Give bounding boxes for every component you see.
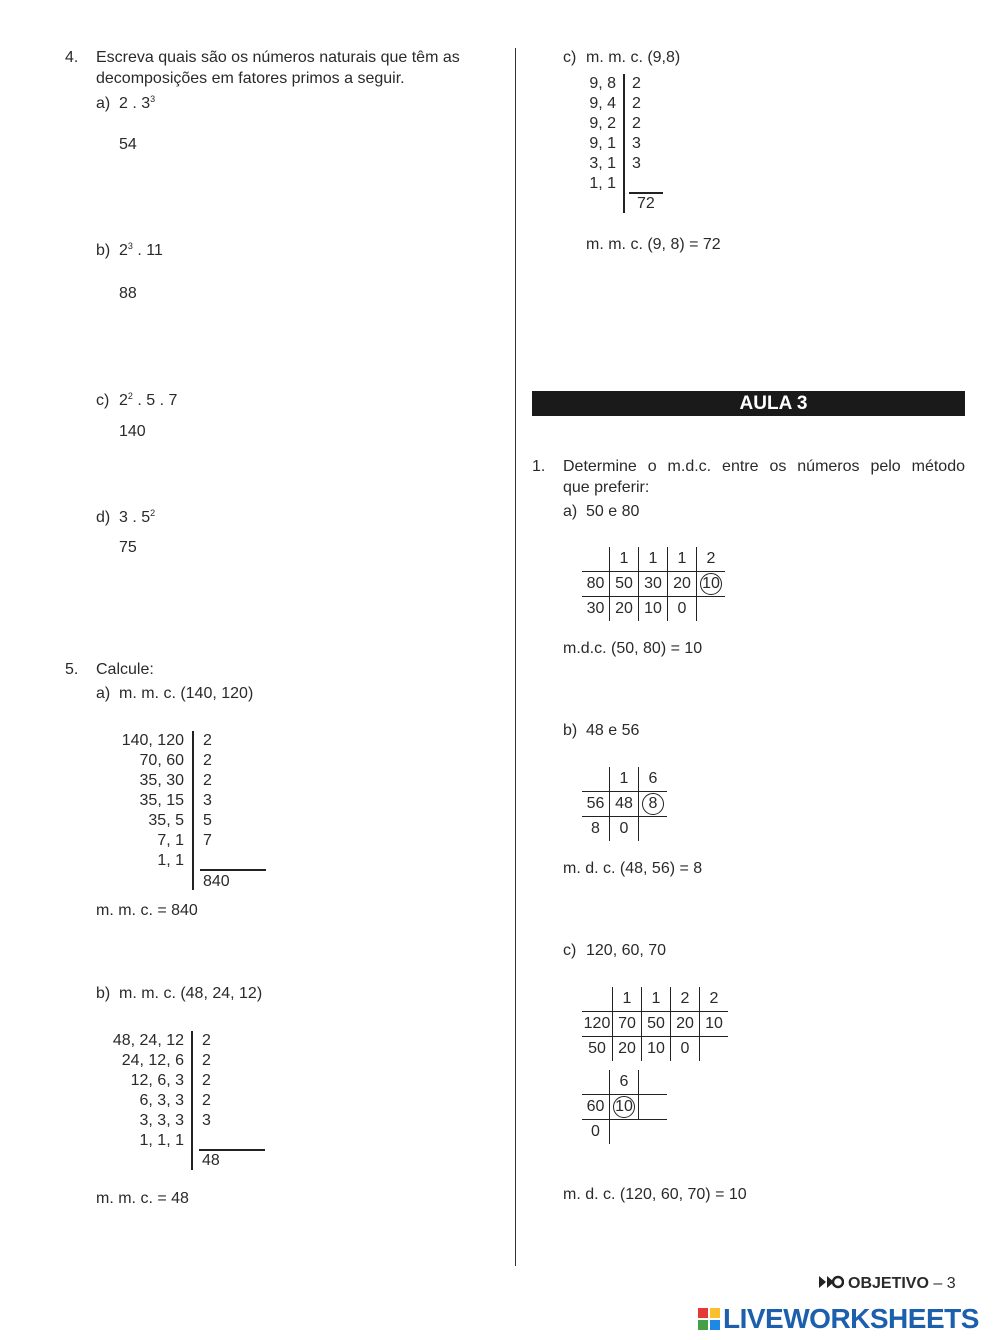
factor-row: 35, 30 xyxy=(139,772,184,789)
factor-row: 9, 2 xyxy=(589,115,616,132)
question-4-number: 4. xyxy=(65,49,79,66)
number-cell: 50 xyxy=(610,572,639,597)
divider-vertical xyxy=(623,74,625,213)
q1a-prompt: 50 e 80 xyxy=(586,503,640,520)
quotient-cell: 1 xyxy=(613,987,642,1012)
objetivo-logo-icon xyxy=(818,1275,844,1289)
q1b-prompt: 48 e 56 xyxy=(586,722,640,739)
number-cell: 70 xyxy=(613,1012,642,1037)
page-number: – 3 xyxy=(933,1275,956,1292)
quotient-cell: 2 xyxy=(700,987,729,1012)
quotient-row xyxy=(582,987,728,1012)
factor-row: 24, 12, 6 xyxy=(121,1052,184,1069)
factor-row: 1, 1, 1 xyxy=(139,1132,184,1149)
question-4-text-line1: Escreva quais são os números naturais que têm as xyxy=(96,49,460,66)
remainder-row xyxy=(582,817,667,842)
q4c-expression: $2^2$ . 5 . 7 xyxy=(119,391,178,409)
watermark-text: LIVEWORKSHEETS xyxy=(723,1303,979,1334)
quotient-cell: 1 xyxy=(610,547,639,572)
factor-divisor: 2 xyxy=(203,752,212,769)
q5b-prompt: m. m. c. (48, 24, 12) xyxy=(119,985,263,1002)
divider-vertical xyxy=(191,1031,193,1170)
remainder-cell: 8 xyxy=(582,817,610,842)
question-5-number: 5. xyxy=(65,661,79,678)
remainder-cell: 50 xyxy=(582,1037,613,1062)
remainder-row xyxy=(582,1120,667,1145)
factor-row: 12, 6, 3 xyxy=(130,1072,184,1089)
factor-row: 35, 15 xyxy=(139,792,184,809)
question-1-number: 1. xyxy=(532,458,546,475)
q4b-label: b) xyxy=(96,242,111,259)
factor-divisor: 3 xyxy=(632,155,641,172)
quotient-cell: 6 xyxy=(639,767,668,792)
gcd-circle: 10 xyxy=(700,573,722,595)
q5a-prompt: m. m. c. (140, 120) xyxy=(119,685,254,702)
remainder-cell: 20 xyxy=(610,597,639,622)
number-cell: 48 xyxy=(610,792,639,817)
q5b-label: b) xyxy=(96,985,111,1002)
factor-divisor: 3 xyxy=(632,135,641,152)
question-4-text-line2: decomposições em fatores primos a seguir. xyxy=(96,70,405,87)
remainder-cell: 30 xyxy=(582,597,610,622)
number-cell: 56 xyxy=(582,792,610,817)
factor-divisor: 2 xyxy=(632,115,641,132)
number-row xyxy=(582,572,725,597)
q5a-result: m. m. c. = 840 xyxy=(96,902,198,919)
factor-divisor: 2 xyxy=(202,1052,211,1069)
q1c-prompt: 120, 60, 70 xyxy=(586,942,667,959)
factor-divisor: 3 xyxy=(202,1112,211,1129)
quotient-cell: 1 xyxy=(668,547,697,572)
remainder-cell: 0 xyxy=(582,1120,610,1145)
gcd-circle: 10 xyxy=(613,1096,635,1118)
number-cell: 20 xyxy=(671,1012,700,1037)
column-divider xyxy=(515,48,516,1266)
factor-product: 72 xyxy=(637,195,655,212)
q4d-expression: 3 . $5^2$ xyxy=(119,508,156,526)
q1b-label: b) xyxy=(563,722,578,739)
liveworksheets-logo-icon xyxy=(698,1308,720,1330)
remainder-cell: 0 xyxy=(671,1037,700,1062)
q1c-result: m. d. c. (120, 60, 70) = 10 xyxy=(563,1186,747,1203)
remainder-row xyxy=(582,1037,728,1062)
number-cell: 30 xyxy=(639,572,668,597)
divider-vertical xyxy=(192,731,194,890)
q4d-label: d) xyxy=(96,509,111,526)
q4a-answer: 54 xyxy=(119,136,137,153)
factor-divisor: 2 xyxy=(632,75,641,92)
q4c-answer: 140 xyxy=(119,423,146,440)
gcd-cell xyxy=(610,1095,639,1120)
factor-row: 1, 1 xyxy=(589,175,616,192)
remainder-cell: 0 xyxy=(610,817,639,842)
q1b-result: m. d. c. (48, 56) = 8 xyxy=(563,860,703,877)
factor-divisor: 2 xyxy=(203,732,212,749)
q1c-label: c) xyxy=(563,942,577,959)
footer-brand xyxy=(818,1274,956,1294)
factor-row: 9, 4 xyxy=(589,95,616,112)
factor-row: 9, 1 xyxy=(589,135,616,152)
gcd-circle: 8 xyxy=(642,793,664,815)
question-1-text-line1: Determine o m.d.c. entre os números pelo método xyxy=(563,458,965,475)
question-1-text-line2: que preferir: xyxy=(563,479,650,496)
q4a-expression: 2 . $3^3$ xyxy=(119,94,156,112)
factor-row: 1, 1 xyxy=(157,852,184,869)
q5c-result: m. m. c. (9, 8) = 72 xyxy=(586,236,721,253)
quotient-cell: 1 xyxy=(639,547,668,572)
factor-product: 840 xyxy=(203,873,230,890)
brand-name: OBJETIVO xyxy=(848,1275,929,1292)
quotient-row xyxy=(582,767,667,792)
liveworksheets-watermark xyxy=(698,1304,994,1334)
question-5-title: Calcule: xyxy=(96,661,154,678)
number-cell: 80 xyxy=(582,572,610,597)
quotient-cell: 6 xyxy=(610,1070,639,1095)
number-cell: 60 xyxy=(582,1095,610,1120)
remainder-cell: 10 xyxy=(639,597,668,622)
remainder-row xyxy=(582,597,725,622)
gcd-cell xyxy=(697,572,726,597)
remainder-cell: 20 xyxy=(613,1037,642,1062)
factor-divisor: 2 xyxy=(632,95,641,112)
q5c-prompt: m. m. c. (9,8) xyxy=(586,49,681,66)
q1b-euclid-table xyxy=(582,767,667,841)
factor-divisor: 2 xyxy=(202,1092,211,1109)
product-rule xyxy=(200,869,266,871)
factor-row: 3, 1 xyxy=(589,155,616,172)
factor-row: 35, 5 xyxy=(148,812,184,829)
q1a-result: m.d.c. (50, 80) = 10 xyxy=(563,640,703,657)
factor-row: 7, 1 xyxy=(157,832,184,849)
quotient-cell: 2 xyxy=(671,987,700,1012)
quotient-cell: 1 xyxy=(642,987,671,1012)
q4c-label: c) xyxy=(96,392,110,409)
q1c-euclid-table-2 xyxy=(582,1070,667,1144)
section-header-aula: AULA 3 xyxy=(532,391,965,416)
q4d-answer: 75 xyxy=(119,539,137,556)
gcd-cell xyxy=(639,792,668,817)
q4a-label: a) xyxy=(96,95,111,112)
factor-divisor: 2 xyxy=(202,1072,211,1089)
factor-row: 9, 8 xyxy=(589,75,616,92)
factor-divisor: 2 xyxy=(202,1032,211,1049)
quotient-row xyxy=(582,547,725,572)
q4b-expression: $2^3$ . 11 xyxy=(119,241,163,259)
factor-product: 48 xyxy=(202,1152,220,1169)
q5c-label: c) xyxy=(563,49,577,66)
factor-row: 48, 24, 12 xyxy=(112,1032,184,1049)
factor-divisor: 3 xyxy=(203,792,212,809)
factor-divisor: 7 xyxy=(203,832,212,849)
q1a-label: a) xyxy=(563,503,578,520)
quotient-row xyxy=(582,1070,667,1095)
factor-divisor: 2 xyxy=(203,772,212,789)
factor-row: 6, 3, 3 xyxy=(139,1092,184,1109)
q5a-label: a) xyxy=(96,685,111,702)
quotient-cell: 2 xyxy=(697,547,726,572)
factor-row: 3, 3, 3 xyxy=(139,1112,184,1129)
number-cell: 50 xyxy=(642,1012,671,1037)
number-cell: 20 xyxy=(668,572,697,597)
number-row xyxy=(582,1095,667,1120)
number-cell: 120 xyxy=(582,1012,613,1037)
remainder-cell: 0 xyxy=(668,597,697,622)
q1c-euclid-table xyxy=(582,987,728,1061)
number-row xyxy=(582,1012,728,1037)
q4b-answer: 88 xyxy=(119,285,137,302)
q5b-result: m. m. c. = 48 xyxy=(96,1190,189,1207)
factor-divisor: 5 xyxy=(203,812,212,829)
number-row xyxy=(582,792,667,817)
q1a-euclid-table xyxy=(582,547,725,621)
quotient-cell: 1 xyxy=(610,767,639,792)
factor-row: 70, 60 xyxy=(139,752,184,769)
number-cell: 10 xyxy=(700,1012,729,1037)
factor-row: 140, 120 xyxy=(121,732,184,749)
remainder-cell: 10 xyxy=(642,1037,671,1062)
